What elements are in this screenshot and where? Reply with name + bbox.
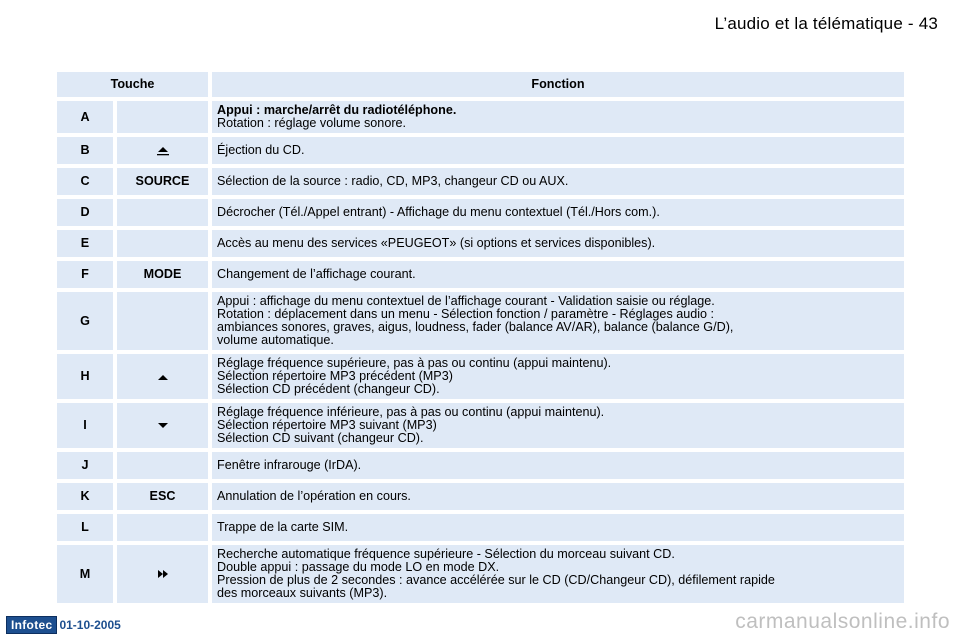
row-key — [117, 101, 212, 133]
table-row — [57, 230, 904, 257]
description-line: Rotation : déplacement dans un menu - Sélection fonction / paramètre - Réglages audio : — [217, 307, 715, 321]
row-letter: I — [57, 403, 117, 448]
description-line: Sélection CD précédent (changeur CD). — [217, 382, 440, 396]
description-line: Éjection du CD. — [217, 143, 305, 157]
table-row — [57, 199, 904, 226]
eject-icon — [117, 137, 212, 164]
row-letter: J — [57, 452, 117, 479]
row-letter: M — [57, 545, 117, 603]
description-line: Réglage fréquence supérieure, pas à pas ou continu (appui maintenu). — [217, 356, 612, 370]
row-letter: D — [57, 199, 117, 226]
row-letter: F — [57, 261, 117, 288]
table-row — [57, 292, 904, 350]
function-table — [57, 68, 904, 607]
row-description — [212, 199, 904, 226]
table-row — [57, 514, 904, 541]
table-row — [57, 261, 904, 288]
row-description — [212, 168, 904, 195]
column-header-touche: Touche — [57, 72, 212, 97]
description-line: Décrocher (Tél./Appel entrant) - Affichage du menu contextuel (Tél./Hors com.). — [217, 205, 660, 219]
table-row — [57, 101, 904, 133]
row-letter: H — [57, 354, 117, 399]
row-letter: L — [57, 514, 117, 541]
footer — [6, 616, 121, 634]
row-description — [212, 101, 904, 133]
row-key — [117, 514, 212, 541]
row-letter: A — [57, 101, 117, 133]
page-title: L’audio et la télématique - 43 — [714, 14, 938, 33]
description-line: Changement de l’affichage courant. — [217, 267, 416, 281]
table-row — [57, 168, 904, 195]
description-line: Pression de plus de 2 secondes : avance accélérée sur le CD (CD/Changeur CD), défilement rapide — [217, 573, 775, 587]
row-description — [212, 483, 904, 510]
row-key: ESC — [117, 483, 212, 510]
description-line: volume automatique. — [217, 333, 334, 347]
table-row — [57, 137, 904, 164]
infotec-logo: Infotec — [6, 616, 57, 634]
row-letter: C — [57, 168, 117, 195]
down-arrow-icon — [117, 403, 212, 448]
table-body — [57, 101, 904, 603]
row-description — [212, 292, 904, 350]
description-line: Appui : affichage du menu contextuel de l’affichage courant - Validation saisie ou réglage. — [217, 294, 715, 308]
table-row — [57, 545, 904, 603]
description-line: Rotation : réglage volume sonore. — [217, 116, 407, 130]
description-line: des morceaux suivants (MP3). — [217, 586, 388, 600]
description-line: Réglage fréquence inférieure, pas à pas ou continu (appui maintenu). — [217, 405, 605, 419]
description-line: Annulation de l’opération en cours. — [217, 489, 411, 503]
row-key — [117, 199, 212, 226]
publication-date: 01-10-2005 — [59, 618, 121, 632]
description-line: Appui : marche/arrêt du radiotéléphone. — [217, 103, 457, 117]
description-line: ambiances sonores, graves, aigus, loudness, fader (balance AV/AR), balance (balance G/D), — [217, 320, 734, 334]
row-key — [117, 452, 212, 479]
row-letter: E — [57, 230, 117, 257]
row-key — [117, 292, 212, 350]
description-line: Accès au menu des services «PEUGEOT» (si options et services disponibles). — [217, 236, 656, 250]
description-line: Sélection répertoire MP3 précédent (MP3) — [217, 369, 453, 383]
table-header-row — [57, 72, 904, 97]
table-row — [57, 483, 904, 510]
watermark: carmanualsonline.info — [735, 610, 950, 633]
table-row — [57, 452, 904, 479]
description-line: Recherche automatique fréquence supérieure - Sélection du morceau suivant CD. — [217, 547, 675, 561]
fast-forward-icon — [117, 545, 212, 603]
row-description — [212, 514, 904, 541]
row-key: MODE — [117, 261, 212, 288]
table-row — [57, 403, 904, 448]
description-line: Fenêtre infrarouge (IrDA). — [217, 458, 362, 472]
row-key — [117, 230, 212, 257]
row-letter: K — [57, 483, 117, 510]
row-key: SOURCE — [117, 168, 212, 195]
row-letter: B — [57, 137, 117, 164]
column-header-fonction: Fonction — [212, 72, 904, 97]
description-line: Trappe de la carte SIM. — [217, 520, 349, 534]
row-description — [212, 230, 904, 257]
description-line: Sélection de la source : radio, CD, MP3, changeur CD ou AUX. — [217, 174, 569, 188]
row-description — [212, 261, 904, 288]
description-line: Double appui : passage du mode LO en mode DX. — [217, 560, 500, 574]
description-line: Sélection répertoire MP3 suivant (MP3) — [217, 418, 437, 432]
up-arrow-icon — [117, 354, 212, 399]
row-description — [212, 354, 904, 399]
table-row — [57, 354, 904, 399]
row-description — [212, 545, 904, 603]
row-description — [212, 403, 904, 448]
description-line: Sélection CD suivant (changeur CD). — [217, 431, 424, 445]
row-description — [212, 452, 904, 479]
row-letter: G — [57, 292, 117, 350]
row-description — [212, 137, 904, 164]
